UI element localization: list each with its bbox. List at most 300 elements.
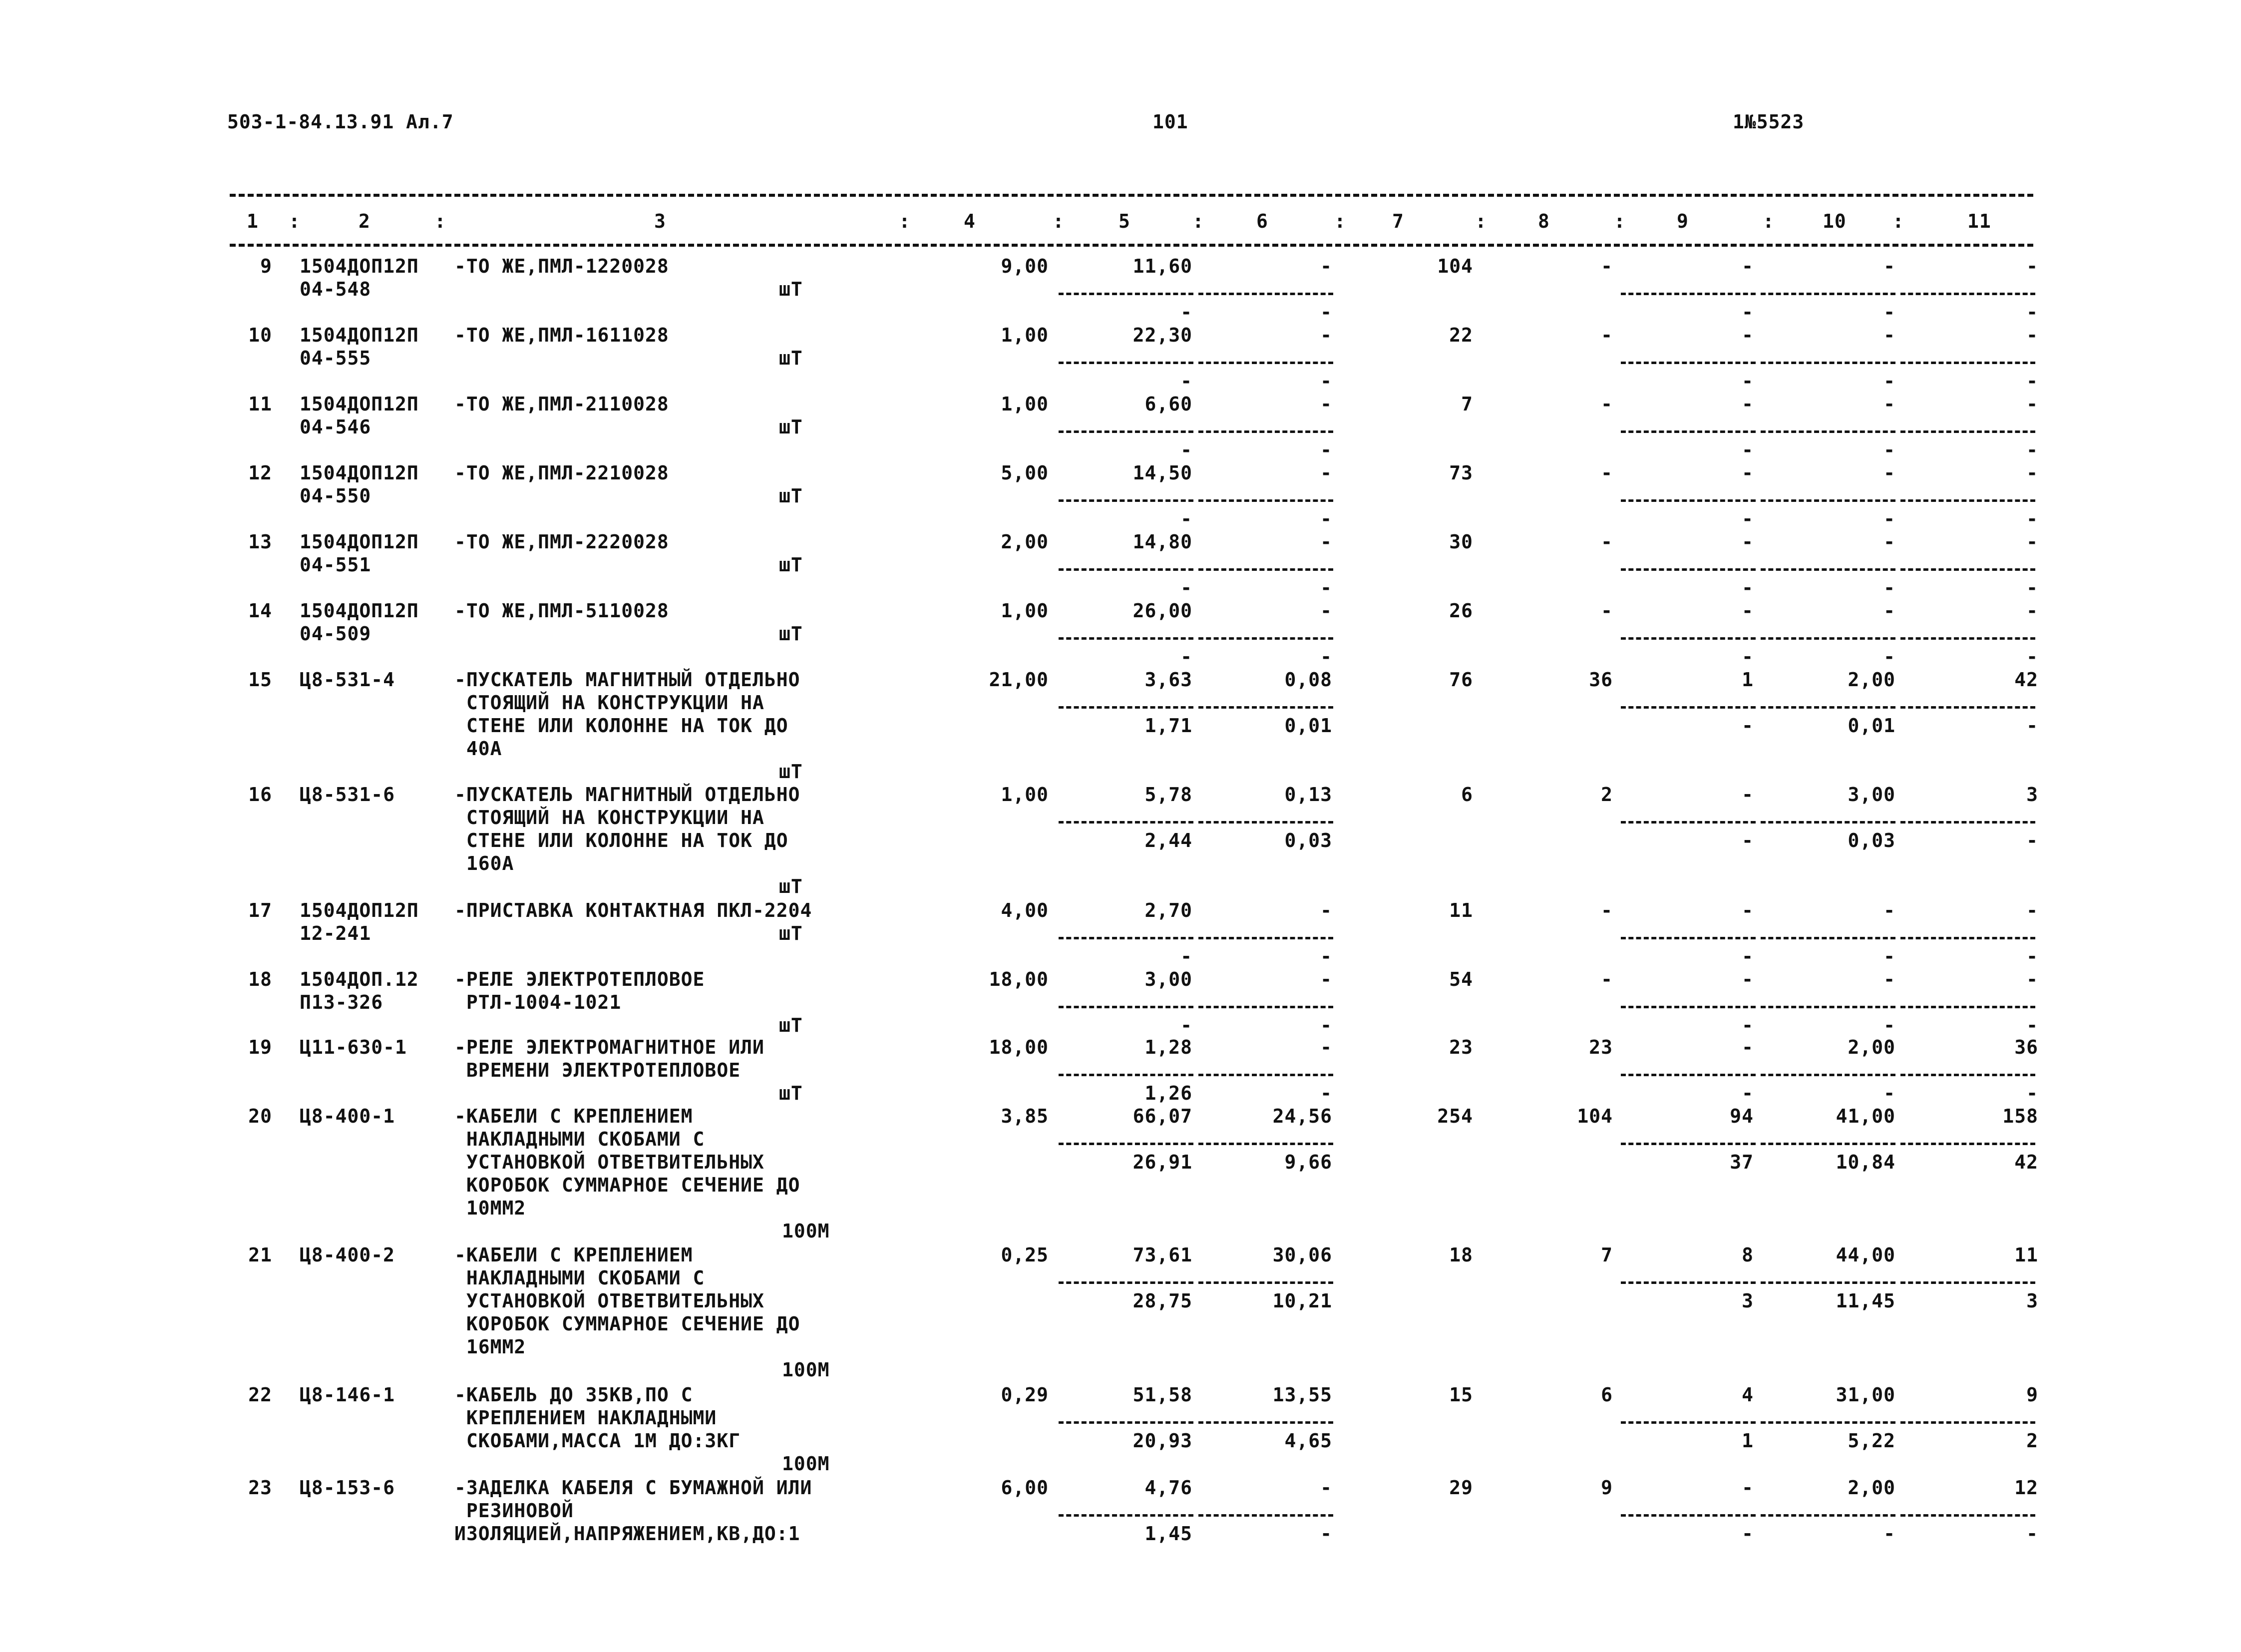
cell-c4: 18,00 — [989, 1036, 1049, 1058]
sub-rule — [1621, 1514, 1756, 1517]
work-description: -РЕЛЕ ЭЛЕКТРОТЕПЛОВОЕ — [454, 968, 705, 990]
cell-c10: - — [1883, 968, 1895, 990]
sub-rule — [1621, 821, 1756, 824]
sub-rule — [1900, 706, 2035, 709]
work-description: -РЕЛЕ ЭЛЕКТРОМАГНИТНОЕ ИЛИ — [454, 1036, 764, 1058]
cell-c7: 6 — [1461, 784, 1473, 806]
norm-code-suffix: 04-550 — [300, 485, 372, 507]
cell-c9: - — [1742, 600, 1754, 622]
sub-rule — [1621, 637, 1756, 640]
cell-c9: - — [1742, 784, 1754, 806]
doc-code: 503-1-84.13.91 Ал.7 — [227, 111, 454, 133]
unit-of-measure: шТ — [779, 554, 803, 576]
cell-s9: - — [1742, 945, 1754, 967]
work-description: РЕЗИНОВОЙ — [454, 1500, 574, 1522]
cell-c9: - — [1742, 1477, 1754, 1499]
cell-s10: - — [1883, 945, 1895, 967]
sub-rule — [1761, 1281, 1895, 1284]
cell-c9: 1 — [1742, 669, 1754, 691]
cell-c8: - — [1601, 899, 1613, 921]
cell-s5: - — [1180, 945, 1192, 967]
row-number: 16 — [248, 784, 272, 806]
sub-rule — [1761, 1074, 1895, 1076]
header-bottom-rule — [230, 244, 2033, 247]
sub-rule — [1059, 362, 1193, 364]
cell-s11: - — [2026, 829, 2038, 851]
sub-rule — [1198, 637, 1333, 640]
cell-c5: 6,60 — [1144, 393, 1192, 415]
cell-c10: - — [1883, 531, 1895, 553]
sub-rule — [1059, 568, 1193, 571]
cell-s6: - — [1320, 301, 1332, 323]
cell-s9: - — [1742, 370, 1754, 392]
cell-c4: 0,25 — [1001, 1244, 1049, 1266]
work-description: УСТАНОВКОЙ ОТВЕТВИТЕЛЬНЫХ — [454, 1151, 764, 1173]
cell-s6: - — [1320, 439, 1332, 461]
cell-s10: - — [1883, 577, 1895, 599]
norm-code: Ц8-400-1 — [300, 1105, 395, 1127]
cell-s6: - — [1320, 646, 1332, 668]
cell-s11: - — [2026, 1523, 2038, 1545]
work-description: НАКЛАДНЫМИ СКОБАМИ С — [454, 1267, 705, 1289]
cell-c11: - — [2026, 393, 2038, 415]
sub-rule — [1900, 637, 2035, 640]
page-number: 101 — [1152, 111, 1188, 133]
column-header: 5 — [1119, 210, 1130, 232]
cell-c11: - — [2026, 899, 2038, 921]
cell-s6: - — [1320, 1082, 1332, 1104]
sub-rule — [1900, 1514, 2035, 1517]
cell-c8: 104 — [1577, 1105, 1613, 1127]
sub-rule — [1761, 1421, 1895, 1424]
cell-c5: 14,80 — [1132, 531, 1192, 553]
norm-code-suffix: 04-509 — [300, 623, 372, 645]
cell-c8: 6 — [1601, 1384, 1613, 1406]
cell-s11: - — [2026, 1082, 2038, 1104]
cell-s10: - — [1883, 1014, 1895, 1036]
sub-rule — [1621, 1143, 1756, 1145]
cell-s5: 20,93 — [1132, 1430, 1192, 1452]
cell-c9: - — [1742, 255, 1754, 277]
cell-s9: - — [1742, 1082, 1754, 1104]
column-header: 4 — [964, 210, 976, 232]
cell-s11: - — [2026, 646, 2038, 668]
sub-rule — [1059, 1514, 1193, 1517]
column-header: 1 — [247, 210, 259, 232]
work-description: 40А — [454, 738, 502, 760]
cell-s10: 5,22 — [1848, 1430, 1895, 1452]
unit-of-measure: 100М — [782, 1453, 830, 1475]
work-description: СКОБАМИ,МАССА 1М ДО:3КГ — [454, 1430, 741, 1452]
table-top-rule — [230, 194, 2033, 197]
sub-rule — [1198, 821, 1333, 824]
sub-rule — [1198, 937, 1333, 939]
sub-rule — [1198, 1074, 1333, 1076]
cell-c5: 3,00 — [1144, 968, 1192, 990]
cell-c6: - — [1320, 462, 1332, 484]
cell-s5: - — [1180, 439, 1192, 461]
cell-c6: - — [1320, 968, 1332, 990]
row-number: 19 — [248, 1036, 272, 1058]
sub-rule — [1198, 499, 1333, 502]
column-separator: : — [1475, 210, 1487, 232]
cell-s11: 2 — [2026, 1430, 2038, 1452]
cell-s10: - — [1883, 1082, 1895, 1104]
norm-code: Ц8-153-6 — [300, 1477, 395, 1499]
sub-rule — [1621, 362, 1756, 364]
cell-c4: 21,00 — [989, 669, 1049, 691]
column-separator: : — [899, 210, 911, 232]
cell-s10: - — [1883, 1523, 1895, 1545]
sub-rule — [1198, 1421, 1333, 1424]
cell-c11: - — [2026, 462, 2038, 484]
cell-c10: 31,00 — [1836, 1384, 1895, 1406]
sub-rule — [1761, 1143, 1895, 1145]
cell-s9: - — [1742, 577, 1754, 599]
cell-s5: - — [1180, 577, 1192, 599]
work-description: -КАБЕЛЬ ДО 35КВ,ПО С — [454, 1384, 693, 1406]
column-header: 11 — [1967, 210, 1991, 232]
cell-c5: 14,50 — [1132, 462, 1192, 484]
cell-c5: 73,61 — [1132, 1244, 1192, 1266]
cell-c8: - — [1601, 255, 1613, 277]
work-description: НАКЛАДНЫМИ СКОБАМИ С — [454, 1128, 705, 1150]
row-number: 14 — [248, 600, 272, 622]
cell-s9: - — [1742, 1523, 1754, 1545]
cell-c6: - — [1320, 1036, 1332, 1058]
unit-of-measure: шТ — [779, 623, 803, 645]
cell-c4: 3,85 — [1001, 1105, 1049, 1127]
work-description: СТОЯЩИЙ НА КОНСТРУКЦИИ НА — [454, 692, 764, 714]
cell-c9: - — [1742, 324, 1754, 346]
cell-c7: 76 — [1449, 669, 1473, 691]
unit-of-measure: шТ — [779, 485, 803, 507]
cell-s11: - — [2026, 715, 2038, 737]
cell-s10: - — [1883, 646, 1895, 668]
cell-s11: - — [2026, 945, 2038, 967]
work-description: 16ММ2 — [454, 1336, 526, 1358]
cell-s9: - — [1742, 439, 1754, 461]
sub-rule — [1621, 1006, 1756, 1008]
unit-of-measure: шТ — [779, 922, 803, 944]
norm-code: Ц8-531-6 — [300, 784, 395, 806]
cell-c10: - — [1883, 255, 1895, 277]
norm-code-suffix: 12-241 — [300, 922, 372, 944]
cell-s11: 3 — [2026, 1290, 2038, 1312]
cell-s11: 42 — [2014, 1151, 2038, 1173]
cell-s6: 0,01 — [1284, 715, 1332, 737]
sub-rule — [1059, 499, 1193, 502]
cell-c8: 23 — [1589, 1036, 1613, 1058]
work-description: -ПУСКАТЕЛЬ МАГНИТНЫЙ ОТДЕЛЬНО — [454, 669, 800, 691]
sub-rule — [1900, 1281, 2035, 1284]
work-description: -ТО ЖЕ,ПМЛ-2110028 — [454, 393, 669, 415]
unit-of-measure: шТ — [779, 416, 803, 438]
cell-s10: - — [1883, 508, 1895, 530]
work-description: -ПРИСТАВКА КОНТАКТНАЯ ПКЛ-2204 — [454, 899, 812, 921]
unit-of-measure: шТ — [779, 761, 803, 783]
column-separator: : — [289, 210, 301, 232]
norm-code-suffix: П13-326 — [300, 991, 383, 1013]
cell-s5: - — [1180, 370, 1192, 392]
sub-rule — [1761, 937, 1895, 939]
cell-c8: - — [1601, 462, 1613, 484]
cell-s5: - — [1180, 646, 1192, 668]
sub-rule — [1900, 568, 2035, 571]
work-description: -КАБЕЛИ С КРЕПЛЕНИЕМ — [454, 1105, 693, 1127]
column-header: 3 — [654, 210, 666, 232]
cell-c6: 30,06 — [1272, 1244, 1332, 1266]
column-separator: : — [434, 210, 446, 232]
norm-code-suffix: 04-546 — [300, 416, 372, 438]
cell-c11: 9 — [2026, 1384, 2038, 1406]
norm-code: 1504ДОП12П — [300, 600, 419, 622]
cell-c4: 0,29 — [1001, 1384, 1049, 1406]
sub-rule — [1621, 937, 1756, 939]
sub-rule — [1059, 1006, 1193, 1008]
cell-c5: 2,70 — [1144, 899, 1192, 921]
cell-s6: 9,66 — [1284, 1151, 1332, 1173]
sub-rule — [1900, 1421, 2035, 1424]
sub-rule — [1621, 1074, 1756, 1076]
cell-c5: 1,28 — [1144, 1036, 1192, 1058]
unit-of-measure: шТ — [779, 1014, 803, 1036]
work-description: КРЕПЛЕНИЕМ НАКЛАДНЫМИ — [454, 1407, 717, 1429]
cell-s10: - — [1883, 301, 1895, 323]
unit-of-measure: шТ — [779, 347, 803, 369]
cell-c5: 51,58 — [1132, 1384, 1192, 1406]
cell-c7: 254 — [1437, 1105, 1473, 1127]
cell-c9: - — [1742, 393, 1754, 415]
sub-rule — [1900, 499, 2035, 502]
cell-s10: 0,01 — [1848, 715, 1895, 737]
cell-s10: - — [1883, 370, 1895, 392]
work-description: ИЗОЛЯЦИЕЙ,НАПРЯЖЕНИЕМ,КВ,ДО:1 — [454, 1523, 800, 1545]
sub-rule — [1198, 706, 1333, 709]
column-header: 6 — [1256, 210, 1268, 232]
cell-c8: - — [1601, 324, 1613, 346]
work-description: 160А — [454, 852, 514, 874]
row-number: 15 — [248, 669, 272, 691]
work-description: УСТАНОВКОЙ ОТВЕТВИТЕЛЬНЫХ — [454, 1290, 764, 1312]
sub-rule — [1621, 1421, 1756, 1424]
cell-c9: - — [1742, 531, 1754, 553]
cell-s5: - — [1180, 301, 1192, 323]
cell-c6: 0,08 — [1284, 669, 1332, 691]
cell-s6: - — [1320, 1523, 1332, 1545]
sub-rule — [1059, 637, 1193, 640]
cell-s6: - — [1320, 577, 1332, 599]
sub-rule — [1900, 430, 2035, 433]
sub-rule — [1621, 499, 1756, 502]
unit-of-measure: 100М — [782, 1359, 830, 1381]
sub-rule — [1059, 1421, 1193, 1424]
norm-code: 1504ДОП12П — [300, 255, 419, 277]
sub-rule — [1900, 362, 2035, 364]
cell-c10: 2,00 — [1848, 669, 1895, 691]
cell-c11: 3 — [2026, 784, 2038, 806]
cell-c8: - — [1601, 600, 1613, 622]
column-separator: : — [1614, 210, 1626, 232]
row-number: 10 — [248, 324, 272, 346]
cell-s6: 10,21 — [1272, 1290, 1332, 1312]
sub-rule — [1198, 362, 1333, 364]
cell-s6: - — [1320, 1014, 1332, 1036]
cell-c10: - — [1883, 393, 1895, 415]
cell-s11: - — [2026, 370, 2038, 392]
row-number: 11 — [248, 393, 272, 415]
sub-rule — [1059, 1281, 1193, 1284]
sub-rule — [1900, 1006, 2035, 1008]
sub-rule — [1761, 706, 1895, 709]
row-number: 22 — [248, 1384, 272, 1406]
cell-c11: 158 — [2002, 1105, 2038, 1127]
column-separator: : — [1192, 210, 1204, 232]
cell-c11: 12 — [2014, 1477, 2038, 1499]
cell-c4: 18,00 — [989, 968, 1049, 990]
cell-c5: 26,00 — [1132, 600, 1192, 622]
cell-s10: - — [1883, 439, 1895, 461]
cell-c7: 26 — [1449, 600, 1473, 622]
column-separator: : — [1334, 210, 1346, 232]
row-number: 23 — [248, 1477, 272, 1499]
cell-s11: - — [2026, 439, 2038, 461]
cell-c11: - — [2026, 531, 2038, 553]
cell-c7: 11 — [1449, 899, 1473, 921]
cell-c5: 3,63 — [1144, 669, 1192, 691]
norm-code: 1504ДОП12П — [300, 462, 419, 484]
sub-rule — [1198, 1281, 1333, 1284]
cell-s6: 0,03 — [1284, 829, 1332, 851]
cell-c8: 36 — [1589, 669, 1613, 691]
cell-s9: 3 — [1742, 1290, 1754, 1312]
cell-s5: 1,71 — [1144, 715, 1192, 737]
sub-rule — [1761, 1006, 1895, 1008]
cell-s9: - — [1742, 715, 1754, 737]
cell-s9: - — [1742, 301, 1754, 323]
cell-c8: 9 — [1601, 1477, 1613, 1499]
cell-c11: 42 — [2014, 669, 2038, 691]
norm-code: 1504ДОП.12 — [300, 968, 419, 990]
cell-c4: 1,00 — [1001, 324, 1049, 346]
cell-c7: 7 — [1461, 393, 1473, 415]
cell-c7: 104 — [1437, 255, 1473, 277]
unit-of-measure: шТ — [779, 1082, 803, 1104]
work-description: 10ММ2 — [454, 1197, 526, 1219]
row-number: 9 — [260, 255, 272, 277]
cell-c6: - — [1320, 324, 1332, 346]
cell-c10: - — [1883, 899, 1895, 921]
norm-code: Ц8-146-1 — [300, 1384, 395, 1406]
sub-rule — [1059, 821, 1193, 824]
cell-c7: 23 — [1449, 1036, 1473, 1058]
sub-rule — [1761, 568, 1895, 571]
sub-rule — [1059, 430, 1193, 433]
cell-c10: 41,00 — [1836, 1105, 1895, 1127]
cell-c10: - — [1883, 462, 1895, 484]
cell-c7: 54 — [1449, 968, 1473, 990]
work-description: -ТО ЖЕ,ПМЛ-1220028 — [454, 255, 669, 277]
cell-s9: - — [1742, 829, 1754, 851]
sub-rule — [1198, 568, 1333, 571]
row-number: 18 — [248, 968, 272, 990]
sub-rule — [1761, 821, 1895, 824]
cell-s6: - — [1320, 945, 1332, 967]
cell-c5: 22,30 — [1132, 324, 1192, 346]
cell-c4: 2,00 — [1001, 531, 1049, 553]
cell-c8: - — [1601, 968, 1613, 990]
cell-c4: 6,00 — [1001, 1477, 1049, 1499]
cell-c6: 0,13 — [1284, 784, 1332, 806]
cell-c8: 7 — [1601, 1244, 1613, 1266]
work-description: СТЕНЕ ИЛИ КОЛОННЕ НА ТОК ДО — [454, 715, 788, 737]
norm-code: 1504ДОП12П — [300, 899, 419, 921]
work-description: -ТО ЖЕ,ПМЛ-5110028 — [454, 600, 669, 622]
sub-rule — [1900, 821, 2035, 824]
cell-c9: - — [1742, 968, 1754, 990]
sub-rule — [1621, 293, 1756, 295]
sub-rule — [1621, 1281, 1756, 1284]
cell-s10: 0,03 — [1848, 829, 1895, 851]
norm-code: 1504ДОП12П — [300, 393, 419, 415]
cell-c8: - — [1601, 531, 1613, 553]
work-description: РТЛ-1004-1021 — [454, 991, 622, 1013]
cell-s11: - — [2026, 1014, 2038, 1036]
sub-rule — [1059, 1074, 1193, 1076]
cell-c9: 94 — [1730, 1105, 1754, 1127]
cell-s11: - — [2026, 301, 2038, 323]
norm-code: 1504ДОП12П — [300, 531, 419, 553]
sub-rule — [1761, 293, 1895, 295]
work-description: ВРЕМЕНИ ЭЛЕКТРОТЕПЛОВОЕ — [454, 1059, 741, 1081]
cell-c8: 2 — [1601, 784, 1613, 806]
sub-rule — [1059, 706, 1193, 709]
cell-c6: 24,56 — [1272, 1105, 1332, 1127]
cell-s5: 1,26 — [1144, 1082, 1192, 1104]
cell-c10: 44,00 — [1836, 1244, 1895, 1266]
work-description: КОРОБОК СУММАРНОЕ СЕЧЕНИЕ ДО — [454, 1174, 800, 1196]
cell-s5: 2,44 — [1144, 829, 1192, 851]
column-separator: : — [1763, 210, 1775, 232]
work-description: КОРОБОК СУММАРНОЕ СЕЧЕНИЕ ДО — [454, 1313, 800, 1335]
work-description: -ПУСКАТЕЛЬ МАГНИТНЫЙ ОТДЕЛЬНО — [454, 784, 800, 806]
cell-c11: 11 — [2014, 1244, 2038, 1266]
sub-rule — [1761, 499, 1895, 502]
cell-c6: - — [1320, 393, 1332, 415]
work-description: -ТО ЖЕ,ПМЛ-2210028 — [454, 462, 669, 484]
sub-rule — [1621, 430, 1756, 433]
cell-c5: 66,07 — [1132, 1105, 1192, 1127]
norm-code: Ц11-630-1 — [300, 1036, 407, 1058]
cell-s5: 1,45 — [1144, 1523, 1192, 1545]
cell-c7: 29 — [1449, 1477, 1473, 1499]
cell-c7: 18 — [1449, 1244, 1473, 1266]
cell-s9: - — [1742, 646, 1754, 668]
column-separator: : — [1892, 210, 1904, 232]
row-number: 20 — [248, 1105, 272, 1127]
sub-rule — [1761, 362, 1895, 364]
cell-s6: - — [1320, 370, 1332, 392]
cell-c9: - — [1742, 899, 1754, 921]
column-header: 9 — [1677, 210, 1689, 232]
cell-c10: 3,00 — [1848, 784, 1895, 806]
row-number: 21 — [248, 1244, 272, 1266]
cell-c9: 8 — [1742, 1244, 1754, 1266]
cell-c6: - — [1320, 531, 1332, 553]
column-header: 10 — [1823, 210, 1847, 232]
cell-c11: - — [2026, 600, 2038, 622]
sub-rule — [1761, 430, 1895, 433]
